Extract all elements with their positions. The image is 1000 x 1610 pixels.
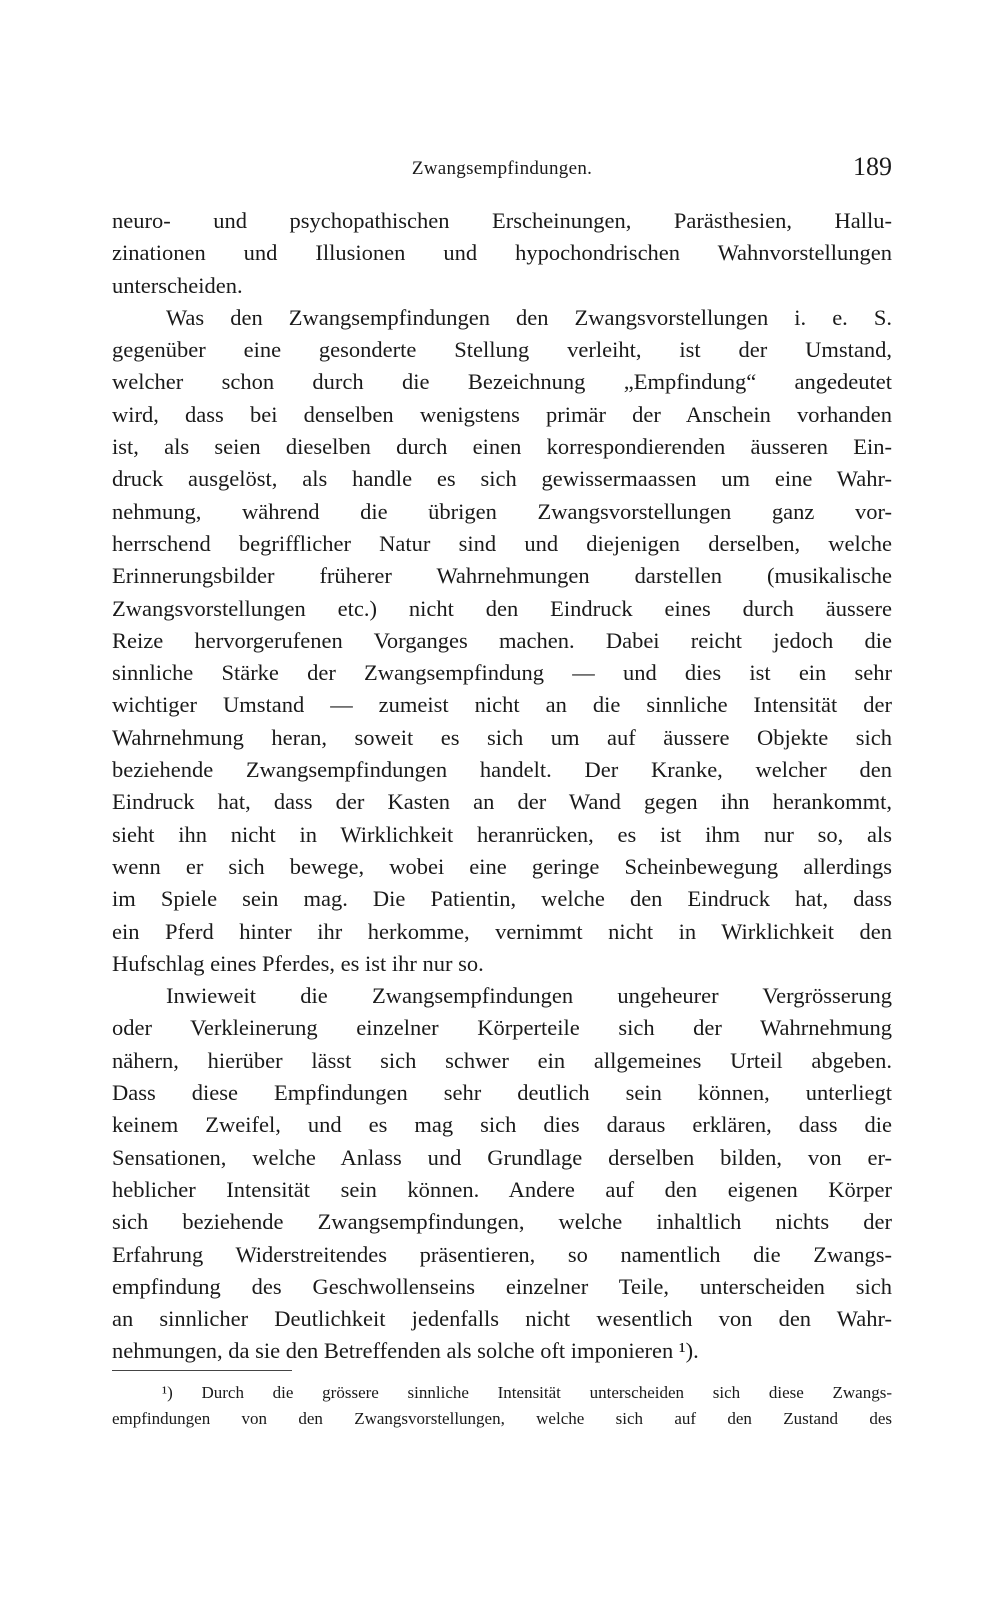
footnote-line: ¹) Durch die grössere sinnliche Intensität unterscheiden sich diese Zwangs-	[162, 1383, 892, 1402]
footnote-separator	[112, 1370, 292, 1371]
page-number: 189	[853, 152, 892, 181]
text-line: Eindruck hat, dass der Kasten an der Wand gegen ihn herankommt,	[112, 789, 892, 815]
text-line: ein Pferd hinter ihr herkomme, vernimmt nicht in Wirklichkeit den	[112, 918, 892, 944]
text-line: wird, dass bei denselben wenigstens primär der Anschein vorhanden	[112, 401, 892, 427]
text-line: herrschend begrifflicher Natur sind und diejenigen derselben, welche	[112, 530, 892, 556]
text-line: neuro- und psychopathischen Erscheinungen, Parästhesien, Hallu-	[112, 208, 892, 233]
page-header	[112, 150, 892, 190]
text-line: Hufschlag eines Pferdes, es ist ihr nur so.	[112, 950, 484, 976]
text-line: Erfahrung Widerstreitendes präsentieren, so namentlich die Zwangs-	[112, 1241, 892, 1267]
text-line: Dass diese Empfindungen sehr deutlich sein können, unterliegt	[112, 1080, 892, 1106]
text-line: im Spiele sein mag. Die Patientin, welche den Eindruck hat, dass	[112, 886, 892, 912]
text-line: nähern, hierüber lässt sich schwer ein allgemeines Urteil abgeben.	[112, 1047, 892, 1073]
text-line: unterscheiden.	[112, 272, 243, 298]
text-line: nehmungen, da sie den Betreffenden als solche oft imponieren ¹).	[112, 1338, 699, 1364]
running-title: Zwangsempfindungen.	[411, 158, 593, 179]
text-line: welcher schon durch die Bezeichnung „Empfindung“ angedeutet	[112, 369, 892, 395]
text-line: druck ausgelöst, als handle es sich gewissermaassen um eine Wahr-	[112, 466, 892, 492]
text-line: an sinnlicher Deutlichkeit jedenfalls nicht wesentlich von den Wahr-	[112, 1306, 892, 1332]
text-line: heblicher Intensität sein können. Andere auf den eigenen Körper	[112, 1176, 892, 1202]
footnote-line: empfindungen von den Zwangsvorstellungen, welche sich auf den Zustand des	[112, 1409, 892, 1428]
text-line: Wahrnehmung heran, soweit es sich um auf äussere Objekte sich	[112, 724, 892, 750]
text-line: sich beziehende Zwangsempfindungen, welche inhaltlich nichts der	[112, 1209, 892, 1235]
text-line: Zwangsvorstellungen etc.) nicht den Eindruck eines durch äussere	[112, 595, 892, 621]
text-line: empfindung des Geschwollenseins einzelner Teile, unterscheiden sich	[112, 1273, 892, 1299]
text-line: beziehende Zwangsempfindungen handelt. Der Kranke, welcher den	[112, 757, 892, 783]
body-text	[112, 205, 892, 1368]
text-line: wichtiger Umstand — zumeist nicht an die sinnliche Intensität der	[112, 692, 892, 718]
text-line: Inwieweit die Zwangsempfindungen ungeheurer Vergrösserung	[166, 983, 892, 1009]
text-line: Was den Zwangsempfindungen den Zwangsvorstellungen i. e. S.	[166, 304, 892, 330]
text-line: keinem Zweifel, und es mag sich dies daraus erklären, dass die	[112, 1112, 892, 1138]
text-line: oder Verkleinerung einzelner Körperteile sich der Wahrnehmung	[112, 1015, 892, 1041]
text-line: Erinnerungsbilder früherer Wahrnehmungen darstellen (musikalische	[112, 563, 892, 589]
text-line: sieht ihn nicht in Wirklichkeit heranrücken, es ist ihm nur so, als	[112, 821, 892, 847]
text-line: wenn er sich bewege, wobei eine geringe Scheinbewegung allerdings	[112, 853, 892, 879]
text-line: gegenüber eine gesonderte Stellung verleiht, ist der Umstand,	[112, 337, 892, 363]
text-line: zinationen und Illusionen und hypochondrischen Wahnvorstellungen	[112, 240, 892, 266]
text-line: Reize hervorgerufenen Vorganges machen. Dabei reicht jedoch die	[112, 627, 892, 653]
footnote	[112, 1380, 892, 1432]
text-line: ist, als seien dieselben durch einen korrespondierenden äusseren Ein-	[112, 434, 892, 460]
text-line: sinnliche Stärke der Zwangsempfindung — und dies ist ein sehr	[112, 660, 892, 686]
text-line: nehmung, während die übrigen Zwangsvorstellungen ganz vor-	[112, 498, 892, 524]
text-line: Sensationen, welche Anlass und Grundlage derselben bilden, von er-	[112, 1144, 892, 1170]
